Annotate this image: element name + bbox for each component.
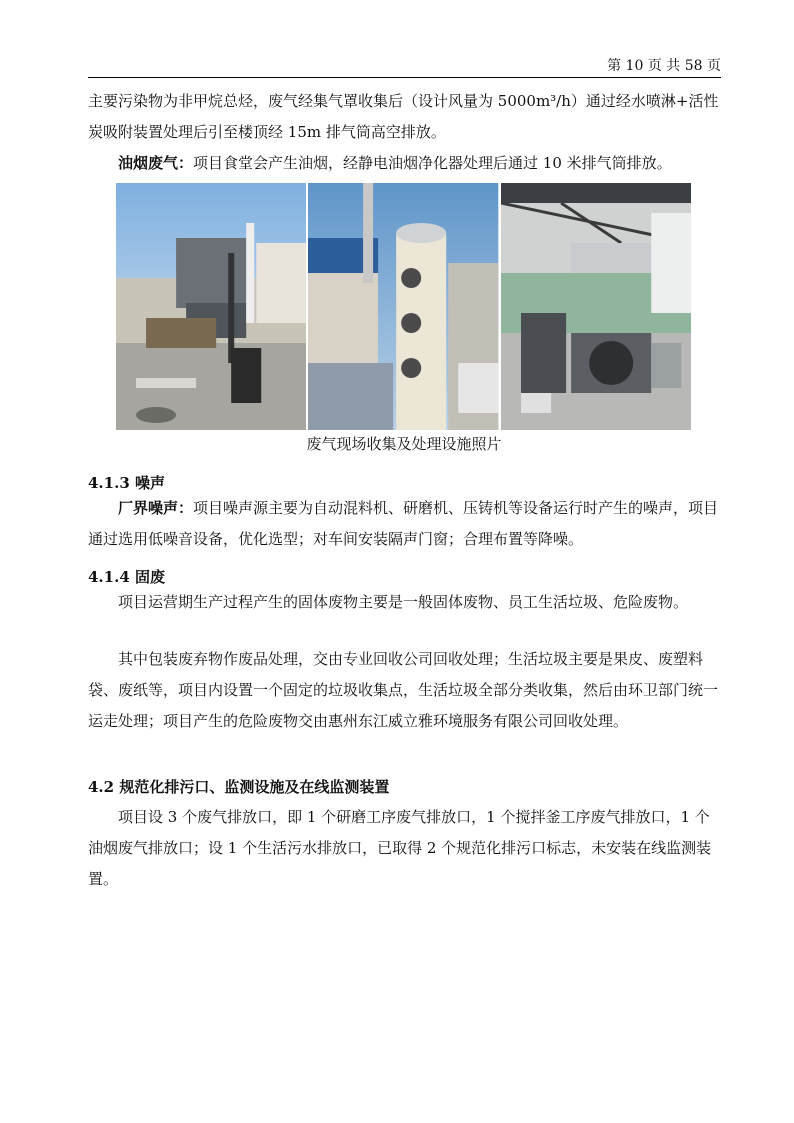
page-header <box>88 57 721 78</box>
solid-waste-paragraph-2: 其中包装废弃物作废品处理，交由专业回收公司回收处理；生活垃圾主要是果皮、废塑料袋、废纸等，项目内设置一个固定的垃圾收集点，生活垃圾全部分类收集，然后由环卫部门统一运走处理；项目产生的危险废物交由惠州东江威立雅环境服务有限公司回收处理。 <box>88 650 719 730</box>
exhaust-treatment-paragraph: 主要污染物为非甲烷总烃，废气经集气罩收集后（设计风量为 5000m³/h）通过经水喷淋+活性炭吸附装置处理后引至楼顶经 15m 排气筒高空排放。 <box>88 92 719 141</box>
noise-paragraph <box>88 493 720 555</box>
solid-waste-paragraph-1: 项目运营期生产过程产生的固体废物主要是一般固体废物、员工生活垃圾、危险废物。 <box>118 593 689 611</box>
outlets-paragraph: 项目设 3 个废气排放口，即 1 个研磨工序废气排放口，1 个搅拌釜工序废气排放口，1 个油烟废气排放口；设 1 个生活污水排放口，已取得 2 个规范化排污口标志，未安装在线监测装置。 <box>88 808 712 888</box>
noise-text: 项目噪声源主要为自动混料机、研磨机、压铸机等设备运行时产生的噪声，项目通过选用低噪音设备，优化选型；对车间安装隔声门窗；合理布置等降噪。 <box>88 499 719 548</box>
workshop-exhaust-hood-photo <box>501 183 691 430</box>
spray-tower-photo <box>308 183 498 430</box>
figure-caption: 废气现场收集及处理设施照片 <box>306 436 502 453</box>
oil-fume-label: 油烟废气： <box>118 154 194 172</box>
solid-waste-heading: 4.1.4 固废 <box>88 568 165 586</box>
rooftop-water-treatment-photo <box>116 183 306 430</box>
page-number: 第 10 页 共 58 页 <box>607 58 721 74</box>
outlets-heading: 4.2 规范化排污口、监测设施及在线监测装置 <box>88 778 390 796</box>
oil-fume-text: 项目食堂会产生油烟，经静电油烟净化器处理后通过 10 米排气筒排放。 <box>193 154 672 172</box>
noise-label: 厂界噪声： <box>118 499 194 517</box>
facility-photos <box>116 183 691 430</box>
noise-heading: 4.1.3 噪声 <box>88 474 165 492</box>
oil-fume-paragraph <box>88 148 720 179</box>
